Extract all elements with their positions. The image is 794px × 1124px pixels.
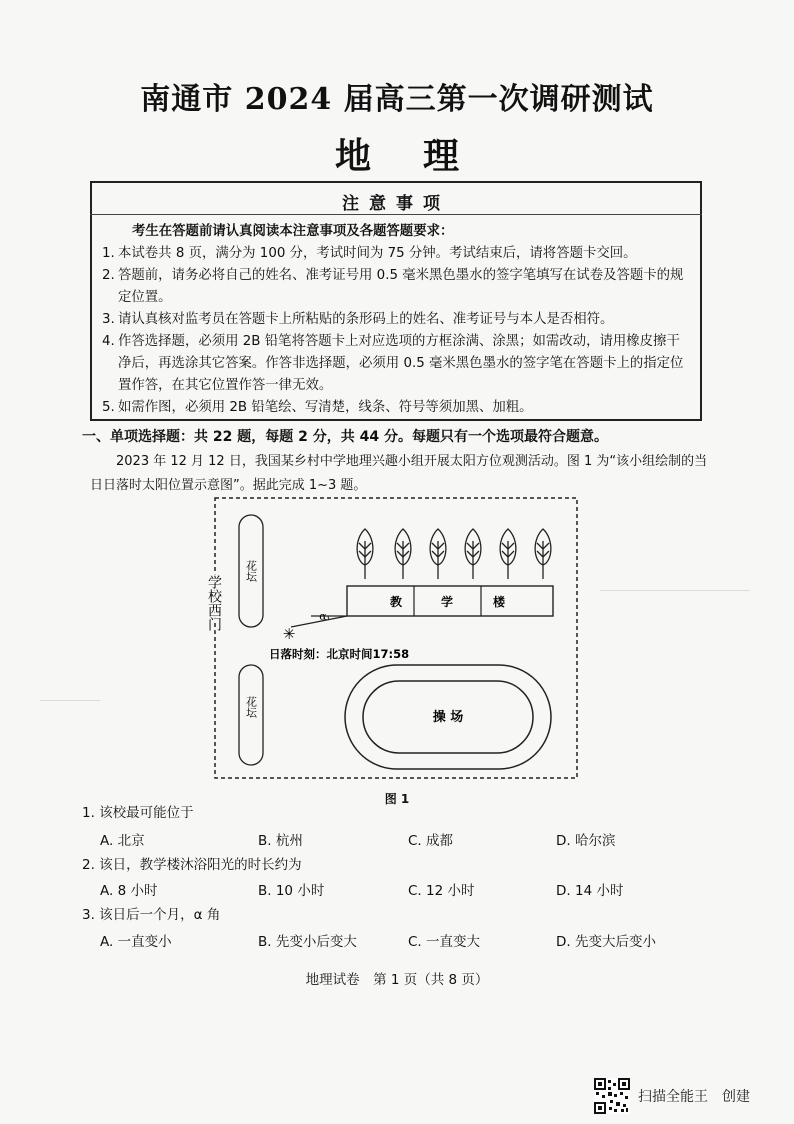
angle-alpha-label: α	[319, 610, 327, 623]
option-d[interactable]: D. 哈尔滨	[556, 833, 616, 849]
tree-icon	[430, 529, 446, 579]
notice-heading: 注意事项	[90, 189, 702, 215]
building-label-char: 楼	[492, 595, 506, 609]
scanner-watermark	[594, 1078, 750, 1114]
flowerbed-south-label: 花坛	[244, 696, 258, 718]
bleed-through-mark	[40, 700, 100, 701]
notice-item-text: 本试卷共 8 页，满分为 100 分，考试时间为 75 分钟。考试结束后，请将答题卡交回。	[118, 246, 637, 261]
flowerbed-north-label: 花坛	[244, 560, 258, 582]
notice-item-number: 2.	[102, 268, 115, 283]
option-c[interactable]: C. 一直变大	[408, 934, 481, 950]
school-map-figure	[195, 495, 595, 785]
building-label-char: 学	[440, 595, 454, 609]
tree-icon	[357, 529, 373, 579]
option-a[interactable]: A. 北京	[100, 833, 145, 849]
section-heading: 一、单项选择题：共 22 题，每题 2 分，共 44 分。每题只有一个选项最符合题意。	[82, 429, 608, 445]
option-a[interactable]: A. 8 小时	[100, 883, 158, 899]
notice-item-text: 如需作图，必须用 2B 铅笔绘、写清楚，线条、符号等须加黑、加粗。	[118, 400, 533, 415]
notice-item-number: 1.	[102, 246, 115, 261]
notice-item-text: 请认真核对监考员在答题卡上所粘贴的条形码上的姓名、准考证号与本人是否相符。	[118, 312, 614, 327]
notice-item	[102, 309, 688, 331]
option-b[interactable]: B. 10 小时	[258, 883, 325, 899]
tree-icon	[535, 529, 551, 579]
tree-icon	[500, 529, 516, 579]
tree-icon	[465, 529, 481, 579]
notice-item	[102, 397, 688, 419]
question-3-options	[100, 930, 700, 950]
notice-item-text: 作答选择题，必须用 2B 铅笔将答题卡上对应选项的方框涂满、涂黑；如需改动，请用橡皮擦干净后，再选涂其它答案。作答非选择题，必须用 0.5 毫米黑色墨水的签字笔在答题卡上的指定位置作答，在其它位置作答一律无效。	[118, 334, 684, 393]
teaching-building	[347, 586, 553, 616]
school-west-gate-label: 学校西门	[206, 575, 222, 631]
option-d[interactable]: D. 14 小时	[556, 883, 624, 899]
question-1: 1. 该校最可能位于	[82, 805, 194, 821]
tree-row	[357, 529, 551, 579]
notice-box	[90, 181, 702, 421]
option-c[interactable]: C. 12 小时	[408, 883, 475, 899]
qr-code-icon	[594, 1078, 630, 1114]
playground-label: 操 场	[432, 710, 464, 725]
option-d[interactable]: D. 先变大后变小	[556, 934, 656, 950]
subject-title: 地理	[334, 135, 511, 177]
notice-item	[102, 331, 688, 397]
notice-item	[102, 265, 688, 309]
option-b[interactable]: B. 杭州	[258, 833, 303, 849]
notice-item-text: 答题前，请务必将自己的姓名、准考证号用 0.5 毫米黑色墨水的签字笔填写在试卷及答题卡的规定位置。	[118, 268, 684, 305]
exam-title: 南通市 2024 届高三第一次调研测试	[140, 82, 654, 117]
notice-body	[92, 215, 700, 419]
option-a[interactable]: A. 一直变小	[100, 934, 172, 950]
notice-item	[102, 243, 688, 265]
building-label-char: 教	[389, 595, 403, 609]
option-b[interactable]: B. 先变小后变大	[258, 934, 357, 950]
sunset-time-label: 日落时刻：北京时间17:58	[269, 647, 410, 661]
question-3: 3. 该日后一个月，α 角	[82, 907, 221, 923]
figure-caption: 图 1	[384, 792, 410, 806]
notice-item-number: 3.	[102, 312, 115, 327]
question-stem: 2023 年 12 月 12 日，我国某乡村中学地理兴趣小组开展太阳方位观测活动。图 1 为“该小组绘制的当日日落时太阳位置示意图”。据此完成 1~3 题。	[90, 454, 708, 493]
question-1-options	[100, 829, 700, 849]
sun-icon: ✳	[282, 625, 296, 643]
notice-item-number: 4.	[102, 334, 115, 349]
page-footer: 地理试卷 第 1 页（共 8 页）	[305, 972, 489, 988]
bleed-through-mark	[600, 590, 750, 591]
scanner-watermark-text: 扫描全能王 创建	[638, 1089, 750, 1105]
question-2-options	[100, 879, 700, 899]
tree-icon	[395, 529, 411, 579]
question-2: 2. 该日，教学楼沐浴阳光的时长约为	[82, 857, 302, 873]
notice-intro: 考生在答题前请认真阅读本注意事项及各题答题要求：	[132, 224, 454, 239]
notice-item-number: 5.	[102, 400, 115, 415]
option-c[interactable]: C. 成都	[408, 833, 454, 849]
